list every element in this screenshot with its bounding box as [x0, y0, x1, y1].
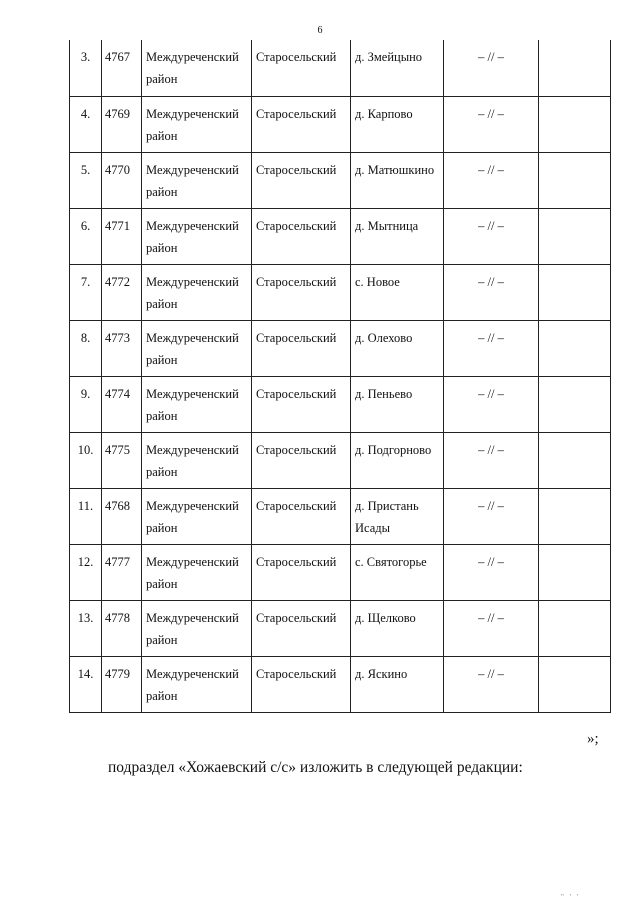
settlement-name: д. Карпово — [351, 96, 444, 152]
settlement-code: 4777 — [102, 544, 142, 600]
settlement-name: д. Щелково — [351, 600, 444, 656]
council-name: Старосельский — [252, 376, 351, 432]
row-number: 11. — [70, 488, 102, 544]
status-mark: – // – — [444, 320, 539, 376]
settlement-name: с. Новое — [351, 264, 444, 320]
status-mark: – // – — [444, 40, 539, 96]
council-name: Старосельский — [252, 40, 351, 96]
district-name: Междуреченский район — [142, 488, 252, 544]
settlement-name: с. Святогорье — [351, 544, 444, 600]
table-row — [70, 40, 611, 96]
district-name: Междуреченский район — [142, 376, 252, 432]
row-number: 9. — [70, 376, 102, 432]
table-row — [70, 320, 611, 376]
settlement-name: д. Матюшкино — [351, 152, 444, 208]
council-name: Старосельский — [252, 264, 351, 320]
district-name: Междуреченский район — [142, 264, 252, 320]
settlement-name: д. Подгорново — [351, 432, 444, 488]
district-name: Междуреченский район — [142, 96, 252, 152]
status-mark: – // – — [444, 488, 539, 544]
note-cell — [539, 488, 611, 544]
status-mark: – // – — [444, 264, 539, 320]
council-name: Старосельский — [252, 320, 351, 376]
settlement-code: 4779 — [102, 656, 142, 712]
settlement-code: 4772 — [102, 264, 142, 320]
row-number: 14. — [70, 656, 102, 712]
table-row — [70, 96, 611, 152]
closing-quote: »; — [587, 731, 599, 747]
settlement-code: 4775 — [102, 432, 142, 488]
note-cell — [539, 40, 611, 96]
district-name: Междуреченский район — [142, 320, 252, 376]
district-name: Междуреченский район — [142, 208, 252, 264]
council-name: Старосельский — [252, 656, 351, 712]
status-mark: – // – — [444, 432, 539, 488]
table-row — [70, 376, 611, 432]
settlement-name: д. Мытница — [351, 208, 444, 264]
status-mark: – // – — [444, 152, 539, 208]
note-cell — [539, 152, 611, 208]
council-name: Старосельский — [252, 152, 351, 208]
settlement-code: 4770 — [102, 152, 142, 208]
note-cell — [539, 376, 611, 432]
row-number: 5. — [70, 152, 102, 208]
settlements-table — [69, 40, 611, 713]
table-row — [70, 600, 611, 656]
row-number: 3. — [70, 40, 102, 96]
row-number: 8. — [70, 320, 102, 376]
table-row — [70, 264, 611, 320]
table-row — [70, 432, 611, 488]
settlement-code: 4767 — [102, 40, 142, 96]
settlement-name: д. Олехово — [351, 320, 444, 376]
row-number: 4. — [70, 96, 102, 152]
status-mark: – // – — [444, 544, 539, 600]
table-row — [70, 208, 611, 264]
settlement-name: д. Яскино — [351, 656, 444, 712]
settlement-name: д. Змейцыно — [351, 40, 444, 96]
note-cell — [539, 264, 611, 320]
district-name: Междуреченский район — [142, 544, 252, 600]
note-cell — [539, 96, 611, 152]
note-cell — [539, 600, 611, 656]
page-number: 6 — [317, 25, 323, 36]
settlement-code: 4774 — [102, 376, 142, 432]
table-row — [70, 544, 611, 600]
settlement-code: 4768 — [102, 488, 142, 544]
note-cell — [539, 208, 611, 264]
settlement-code: 4769 — [102, 96, 142, 152]
row-number: 6. — [70, 208, 102, 264]
row-number: 12. — [70, 544, 102, 600]
district-name: Междуреченский район — [142, 152, 252, 208]
status-mark: – // – — [444, 96, 539, 152]
council-name: Старосельский — [252, 488, 351, 544]
district-name: Междуреченский район — [142, 432, 252, 488]
note-cell — [539, 544, 611, 600]
council-name: Старосельский — [252, 96, 351, 152]
settlement-code: 4778 — [102, 600, 142, 656]
status-mark: – // – — [444, 656, 539, 712]
note-cell — [539, 656, 611, 712]
status-mark: – // – — [444, 600, 539, 656]
settlement-code: 4773 — [102, 320, 142, 376]
status-mark: – // – — [444, 208, 539, 264]
settlement-name: д. Пеньево — [351, 376, 444, 432]
district-name: Междуреченский район — [142, 656, 252, 712]
corner-mark: " ' ' — [561, 893, 580, 901]
settlement-name: д. Пристань Исады — [351, 488, 444, 544]
settlement-code: 4771 — [102, 208, 142, 264]
council-name: Старосельский — [252, 208, 351, 264]
table-row — [70, 656, 611, 712]
council-name: Старосельский — [252, 544, 351, 600]
district-name: Междуреченский район — [142, 40, 252, 96]
row-number: 7. — [70, 264, 102, 320]
district-name: Междуреченский район — [142, 600, 252, 656]
table-row — [70, 488, 611, 544]
row-number: 13. — [70, 600, 102, 656]
note-cell — [539, 432, 611, 488]
note-cell — [539, 320, 611, 376]
council-name: Старосельский — [252, 432, 351, 488]
status-mark: – // – — [444, 376, 539, 432]
council-name: Старосельский — [252, 600, 351, 656]
row-number: 10. — [70, 432, 102, 488]
table-row — [70, 152, 611, 208]
table-body — [70, 40, 611, 712]
instruction-text: подраздел «Хожаевский с/с» изложить в следующей редакции: — [108, 759, 523, 776]
